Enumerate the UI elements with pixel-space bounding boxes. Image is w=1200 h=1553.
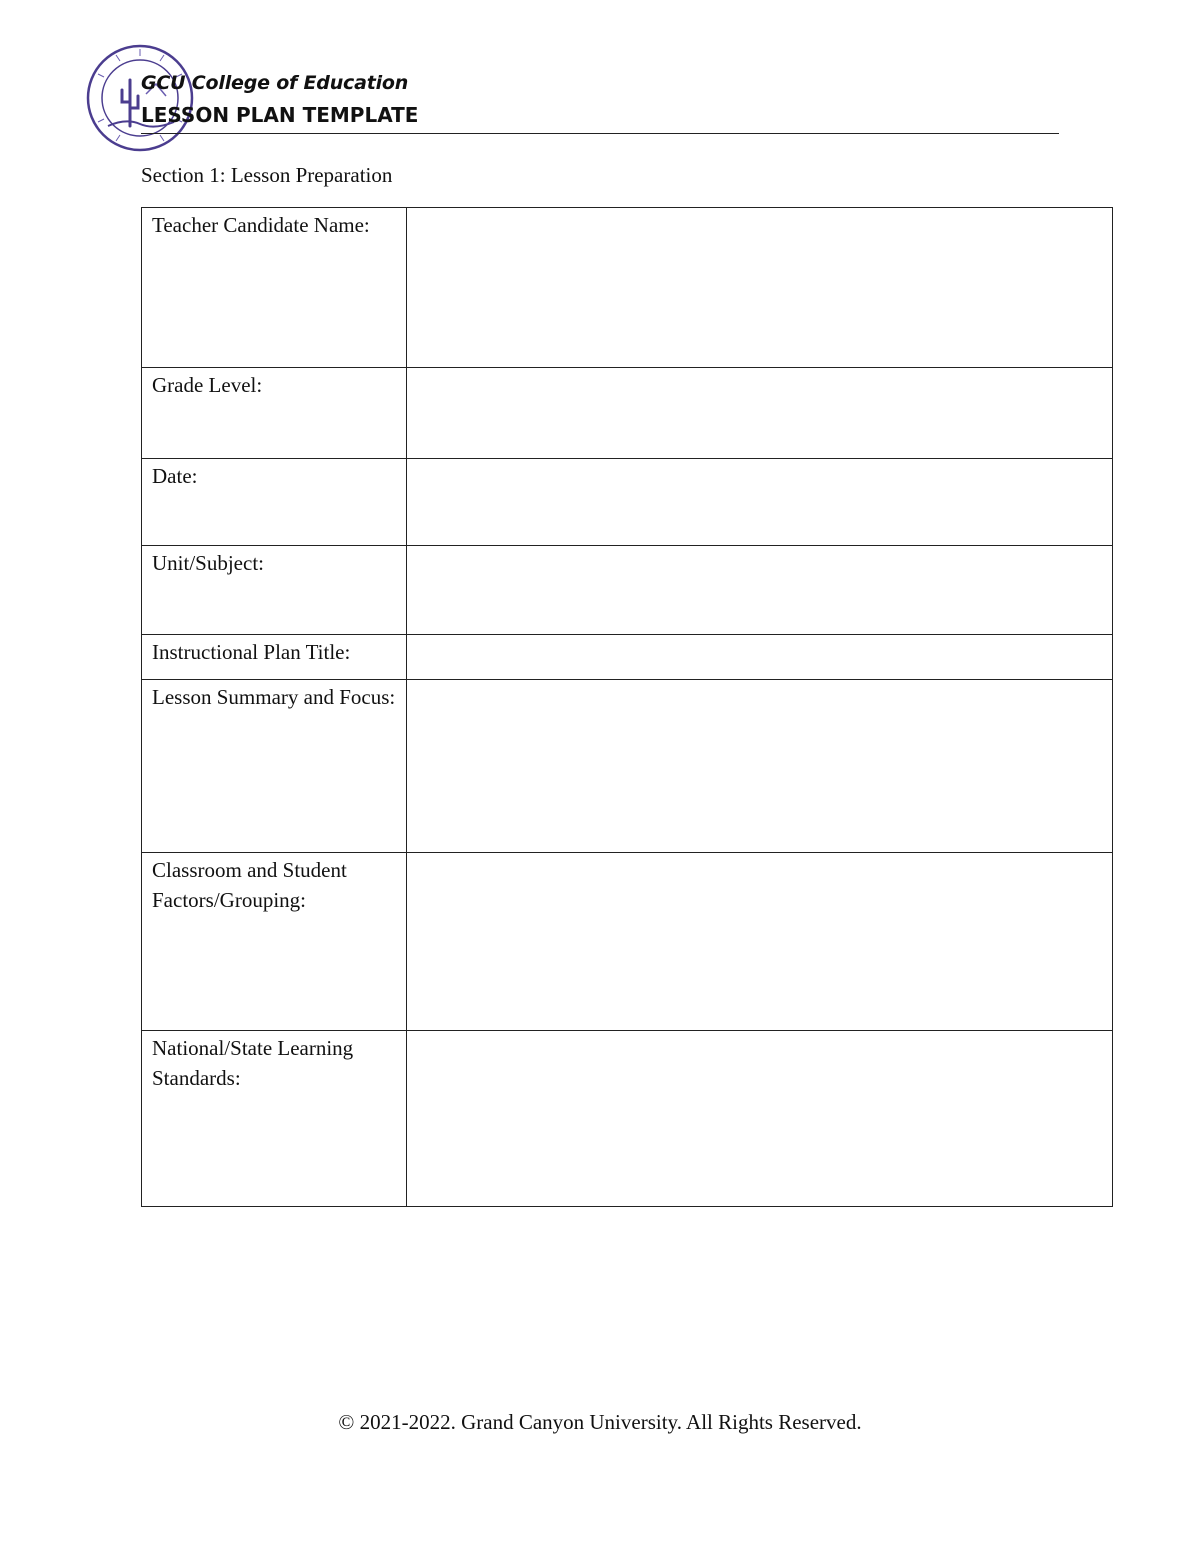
table-row [142, 459, 1113, 546]
row-label-classroom-factors: Classroom and Student Factors/Grouping: [142, 853, 407, 1031]
learning-standards-field[interactable] [407, 1031, 1113, 1207]
date-field[interactable] [407, 459, 1113, 546]
row-label-grade-level: Grade Level: [142, 368, 407, 459]
row-label-date: Date: [142, 459, 407, 546]
template-title: LESSON PLAN TEMPLATE [141, 103, 419, 127]
row-label-learning-standards: National/State Learning Standards: [142, 1031, 407, 1207]
table-row [142, 208, 1113, 368]
copyright-footer: © 2021-2022. Grand Canyon University. All Rights Reserved. [338, 1410, 862, 1434]
teacher-candidate-name-field[interactable] [407, 208, 1113, 368]
table-row [142, 546, 1113, 635]
header-divider [141, 133, 1059, 134]
table-row [142, 680, 1113, 853]
section-heading: Section 1: Lesson Preparation [141, 163, 393, 187]
instructional-plan-title-field[interactable] [407, 635, 1113, 680]
university-seal-logo [86, 44, 194, 152]
lesson-summary-field[interactable] [407, 680, 1113, 853]
table-row [142, 853, 1113, 1031]
row-label-instructional-plan-title: Instructional Plan Title: [142, 635, 407, 680]
row-label-lesson-summary: Lesson Summary and Focus: [142, 680, 407, 853]
row-label-teacher-candidate-name: Teacher Candidate Name: [142, 208, 407, 368]
table-row [142, 635, 1113, 680]
unit-subject-field[interactable] [407, 546, 1113, 635]
row-label-unit-subject: Unit/Subject: [142, 546, 407, 635]
table-row [142, 368, 1113, 459]
lesson-preparation-table [141, 207, 1113, 1207]
classroom-factors-field[interactable] [407, 853, 1113, 1031]
grade-level-field[interactable] [407, 368, 1113, 459]
college-name: GCU College of Education [141, 72, 409, 94]
table-row [142, 1031, 1113, 1207]
